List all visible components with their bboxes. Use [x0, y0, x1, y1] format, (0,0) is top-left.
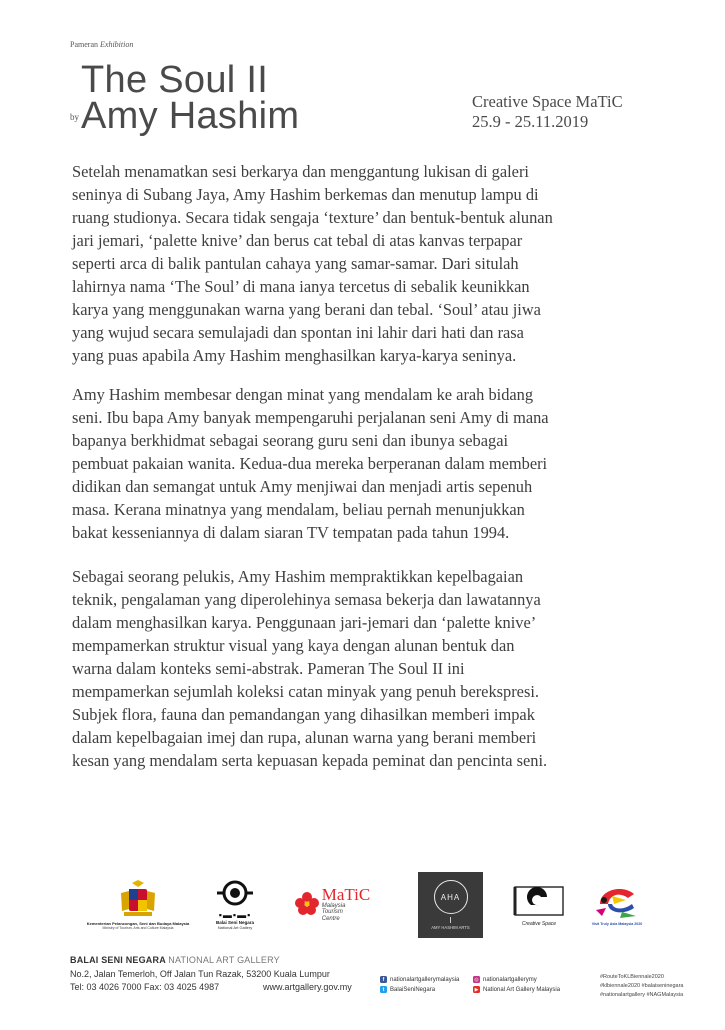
kicker-english: Exhibition	[100, 40, 134, 49]
org-name-en: NATIONAL ART GALLERY	[168, 955, 280, 965]
paragraph-line: jari jemari, ‘palette knive’ dan berus cat tebal di atas kanvas terpapar	[72, 231, 523, 250]
coat-of-arms-icon	[116, 879, 160, 919]
venue-block	[472, 92, 623, 132]
aha-divider	[450, 917, 451, 923]
twitter-handle: BalaiSeniNegara	[390, 986, 436, 993]
footer-website[interactable]: www.artgallery.gov.my	[263, 982, 352, 992]
creative-space-icon	[511, 881, 567, 921]
paragraph-line: mempamerkan sejumlah koleksi catan minyak yang penuh berekspresi.	[72, 682, 539, 701]
bsn-emblem-icon	[215, 879, 255, 909]
bsn-jawi-mark: ▪▬▪▬▪	[218, 909, 252, 920]
paragraph-line: ruang studionya. Secara tidak sengaja ‘texture’ dan bentuk-bentuk alunan	[72, 208, 553, 227]
matic-wordmark: MaTiC	[321, 884, 371, 904]
hibiscus-icon	[294, 890, 320, 918]
footer-phone: Tel: 03 4026 7000 Fax: 03 4025 4987	[70, 982, 220, 992]
footer-org	[70, 955, 280, 965]
balai-seni-negara-logo	[204, 868, 266, 940]
youtube-link[interactable]	[473, 986, 560, 993]
twitter-link[interactable]	[380, 986, 435, 993]
paragraph-3	[72, 565, 672, 772]
paragraph-line: kesan yang mendalam serta kepuasan kepada peminat dan pencinta seni.	[72, 751, 548, 770]
youtube-icon: ▶	[474, 986, 479, 993]
paragraph-line: mempamerkan struktur visual yang kaya dengan alunan bentuk dan	[72, 636, 515, 655]
paragraph-line: seperti arca di balik pantulan cahaya yang samar-samar. Dari situlah	[72, 254, 519, 273]
hornbill-icon	[592, 882, 642, 922]
paragraph-line: Amy Hashim membesar dengan minat yang mendalam ke arah bidang	[72, 385, 534, 404]
hashtag-line: #RouteToKLBiennale2020	[600, 974, 664, 980]
paragraph-1	[72, 160, 672, 367]
aha-logo	[418, 872, 483, 938]
matic-sub-1: Malaysia	[321, 902, 346, 909]
paragraph-line: warna dalam konteks semi-abstrak. Pameran The Soul II ini	[72, 659, 465, 678]
bsn-name: Balai Seni Negara	[215, 919, 255, 925]
venue-name: Creative Space MaTiC	[472, 92, 623, 111]
paragraph-line: seni. Ibu bapa Amy banyak mempengaruhi perjalanan seni Amy di mana	[72, 408, 549, 427]
creative-space-label: Creative Space	[521, 921, 557, 927]
paragraph-line: pembuat pakaian wanita. Kedua-dua mereka berperanan dalam memberi	[72, 454, 548, 473]
exhibition-dates: 25.9 - 25.11.2019	[472, 112, 589, 131]
paragraph-2	[72, 383, 672, 544]
facebook-icon: f	[380, 976, 387, 983]
paragraph-line: Sebagai seorang pelukis, Amy Hashim mempraktikkan kepelbagaian	[72, 567, 524, 586]
matic-sub-3: Centre	[321, 915, 340, 922]
paragraph-line: dalam menghasilkan karya. Penggunaan jari-jemari dan ‘palette knive’	[72, 613, 537, 632]
paragraph-line: didikan dan semangat untuk Amy menjiwai dan menjadi artis sepenuh	[72, 477, 533, 496]
by-label: by	[70, 112, 79, 122]
aha-mark: AHA	[434, 880, 468, 914]
matic-sub-2: Tourism	[321, 909, 343, 916]
exhibition-kicker	[70, 40, 133, 49]
artist-name: Amy Hashim	[81, 95, 300, 137]
paragraph-line: karya yang menggunakan warna yang berani dan tebal. ‘Soul’ atau jiwa	[72, 300, 541, 319]
instagram-handle: nationalartgallerymy	[483, 976, 537, 983]
instagram-link[interactable]	[473, 976, 537, 983]
instagram-icon: ◎	[474, 976, 479, 983]
facebook-handle: nationalartgallerymalaysia	[390, 976, 460, 983]
hashtag-line: #klbiennale2020 #balaiseninegara	[600, 983, 684, 989]
paragraph-line: bakat kesseniannya di dalam siaran TV tempatan pada tahun 1994.	[72, 523, 510, 542]
matic-logo	[286, 868, 378, 940]
ministry-logo	[82, 868, 194, 940]
creative-space-logo	[508, 868, 570, 940]
paragraph-line: seninya di Subang Jaya, Amy Hashim berkemas dan menutup lampu di	[72, 185, 539, 204]
youtube-handle: National Art Gallery Malaysia	[483, 986, 561, 993]
paragraph-line: Subjek flora, fauna dan pemandangan yang dihasilkan memberi impak	[72, 705, 535, 724]
aha-name: AMY HASHIM ARTS	[431, 925, 470, 930]
facebook-link[interactable]	[380, 976, 459, 983]
paragraph-line: yang puas apabila Amy Hashim menghasilkan karya-karya seninya.	[72, 346, 517, 365]
hashtags	[600, 973, 684, 1000]
paragraph-line: teknik, pengalaman yang diperolehinya semasa bekerja dan lawatannya	[72, 590, 541, 609]
exhibition-title: The Soul II	[81, 59, 269, 101]
ministry-subtitle: Ministry of Tourism, Arts and Culture Malaysia	[102, 925, 174, 930]
bsn-subtitle: National Art Gallery	[217, 924, 253, 930]
paragraph-line: lahirnya nama ‘The Soul’ di mana ianya tercetus di sebalik keunikkan	[72, 277, 530, 296]
paragraph-line: masa. Kerana minatnya yang mendalam, beliau pernah menunjukkan	[72, 500, 525, 519]
paragraph-line: bapanya berkhidmat sebagai seorang guru seni dan ibunya sebagai	[72, 431, 509, 450]
org-name: BALAI SENI NEGARA	[70, 955, 166, 965]
twitter-icon: t	[380, 986, 387, 993]
visit-malaysia-label: Visit Truly Asia Malaysia 2020	[591, 922, 643, 926]
visit-malaysia-logo	[588, 868, 646, 940]
kicker-malay: Pameran	[70, 40, 98, 49]
footer-address: No.2, Jalan Temerloh, Off Jalan Tun Razak, 53200 Kuala Lumpur	[70, 969, 330, 979]
hashtag-line: #nationalartgallery #NAGMalaysia	[600, 992, 684, 998]
ministry-name: Kementerian Pelancongan, Seni dan Budaya Malaysia	[86, 920, 190, 926]
paragraph-line: Setelah menamatkan sesi berkarya dan menggantung lukisan di galeri	[72, 162, 529, 181]
paragraph-line: yang wujud secara semulajadi dan spontan ini lahir dari hati dan rasa	[72, 323, 524, 342]
paragraph-line: dalam kepelbagaian imej dan rupa, alunan warna yang berani memberi	[72, 728, 537, 747]
